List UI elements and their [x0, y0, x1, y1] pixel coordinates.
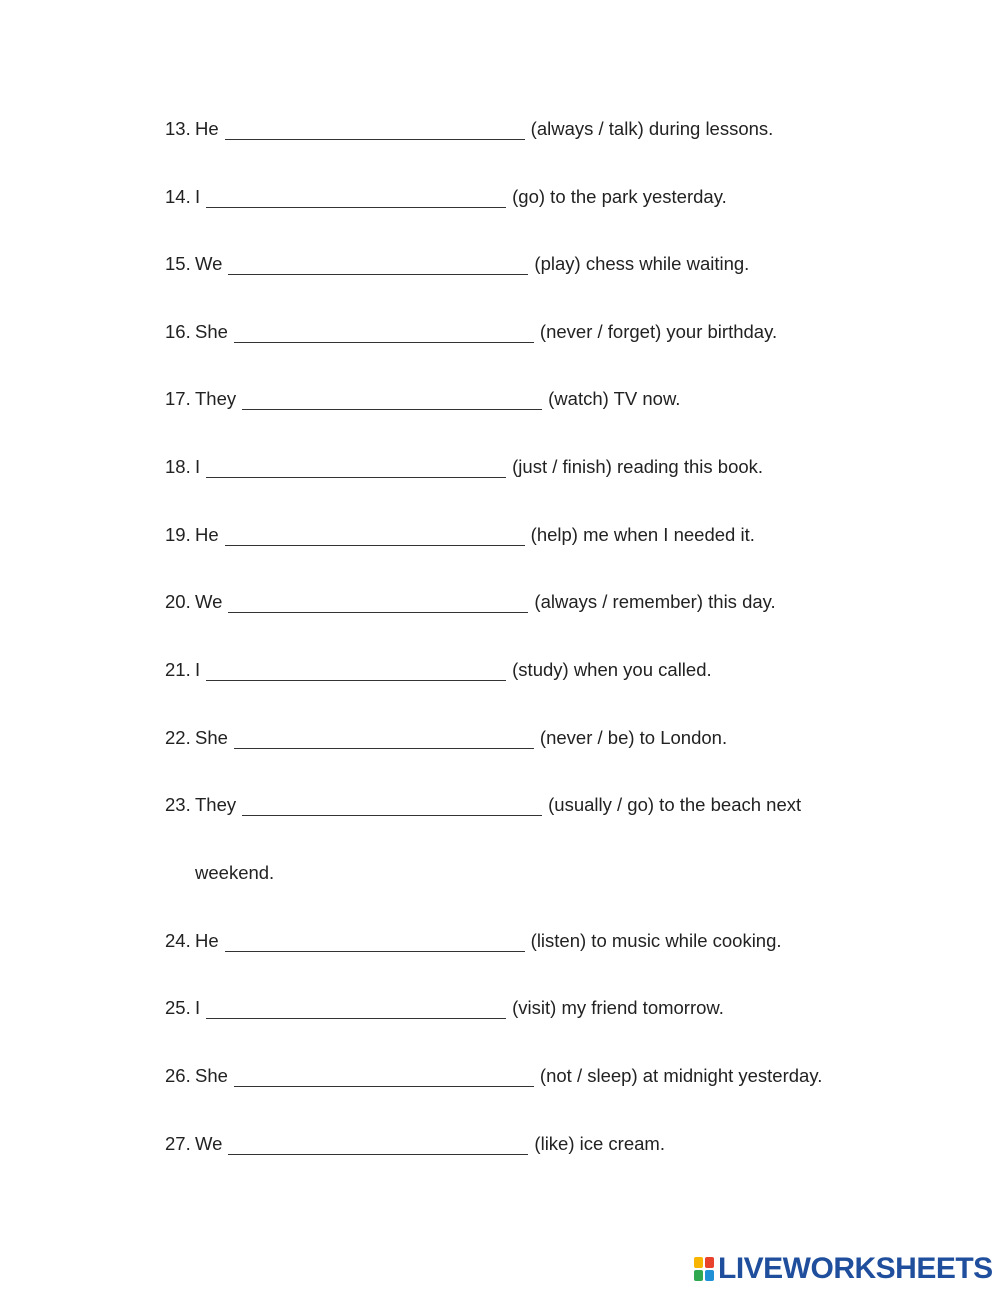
item-number: 14.	[165, 186, 191, 207]
item-subject: We	[195, 253, 223, 274]
exercise-item	[165, 790, 801, 820]
item-prompt: (never / forget) your birthday.	[539, 321, 778, 342]
item-number: 17.	[165, 388, 191, 409]
item-prompt: (play) chess while waiting.	[534, 253, 750, 274]
item-number: 25.	[165, 997, 191, 1018]
liveworksheets-logo	[693, 1252, 993, 1286]
item-prompt: (listen) to music while cooking.	[530, 930, 782, 951]
exercise-item	[165, 926, 782, 956]
exercise-item	[165, 182, 727, 212]
item-number: 21.	[165, 659, 191, 680]
item-subject: He	[195, 930, 219, 951]
answer-input[interactable]	[234, 1056, 534, 1087]
item-subject: She	[195, 727, 228, 748]
answer-input[interactable]	[206, 177, 506, 208]
item-subject: I	[195, 659, 201, 680]
answer-input[interactable]	[228, 244, 528, 275]
item-prompt: (not / sleep) at midnight yesterday.	[539, 1065, 823, 1086]
answer-input[interactable]	[234, 312, 534, 343]
item-prompt: (just / finish) reading this book.	[512, 456, 764, 477]
answer-input[interactable]	[206, 447, 506, 478]
item-subject: He	[195, 524, 219, 545]
answer-input[interactable]	[225, 515, 525, 546]
item-subject: I	[195, 997, 201, 1018]
answer-input[interactable]	[234, 718, 534, 749]
item-prompt: (go) to the park yesterday.	[512, 186, 727, 207]
exercise-item	[165, 249, 749, 279]
item-subject: They	[195, 794, 237, 815]
exercise-item	[165, 655, 712, 685]
item-prompt: (study) when you called.	[512, 659, 712, 680]
answer-input[interactable]	[225, 921, 525, 952]
item-number: 27.	[165, 1133, 191, 1154]
item-prompt: (always / remember) this day.	[534, 591, 776, 612]
exercise-item	[165, 114, 773, 144]
exercise-item	[165, 1129, 665, 1159]
answer-input[interactable]	[228, 582, 528, 613]
item-number: 26.	[165, 1065, 191, 1086]
item-prompt: (always / talk) during lessons.	[530, 118, 774, 139]
exercise-item	[165, 384, 680, 414]
exercise-item	[165, 452, 763, 482]
logo-tile	[705, 1257, 714, 1268]
item-number: 18.	[165, 456, 191, 477]
item-subject: She	[195, 1065, 228, 1086]
item-subject: She	[195, 321, 228, 342]
answer-input[interactable]	[228, 1124, 528, 1155]
logo-tile	[705, 1270, 714, 1281]
exercise-item	[165, 1061, 822, 1091]
item-number: 22.	[165, 727, 191, 748]
exercise-item	[165, 520, 755, 550]
item-prompt: (usually / go) to the beach next	[548, 794, 802, 815]
item-prompt: (help) me when I needed it.	[530, 524, 755, 545]
exercise-item	[165, 317, 777, 347]
answer-input[interactable]	[242, 785, 542, 816]
item-number: 16.	[165, 321, 191, 342]
item-prompt: (like) ice cream.	[534, 1133, 665, 1154]
item-number: 20.	[165, 591, 191, 612]
exercise-item	[165, 993, 724, 1023]
item-number: 13.	[165, 118, 191, 139]
logo-tile	[694, 1257, 703, 1268]
answer-input[interactable]	[242, 379, 542, 410]
logo-mark-icon	[693, 1256, 715, 1282]
item-prompt: (visit) my friend tomorrow.	[512, 997, 724, 1018]
item-prompt: (watch) TV now.	[548, 388, 681, 409]
item-subject: I	[195, 186, 201, 207]
item-number: 24.	[165, 930, 191, 951]
exercise-item	[165, 723, 727, 753]
item-number: 19.	[165, 524, 191, 545]
exercise-item	[165, 587, 776, 617]
item-number: 15.	[165, 253, 191, 274]
answer-input[interactable]	[206, 988, 506, 1019]
item-subject: They	[195, 388, 237, 409]
item-number: 23.	[165, 794, 191, 815]
item-prompt-continuation: weekend.	[195, 862, 275, 883]
item-subject: We	[195, 1133, 223, 1154]
item-prompt: (never / be) to London.	[539, 727, 728, 748]
answer-input[interactable]	[206, 650, 506, 681]
logo-tile	[694, 1270, 703, 1281]
item-subject: I	[195, 456, 201, 477]
logo-text: LIVEWORKSHEETS	[718, 1252, 993, 1285]
answer-input[interactable]	[225, 109, 525, 140]
item-subject: He	[195, 118, 219, 139]
item-subject: We	[195, 591, 223, 612]
